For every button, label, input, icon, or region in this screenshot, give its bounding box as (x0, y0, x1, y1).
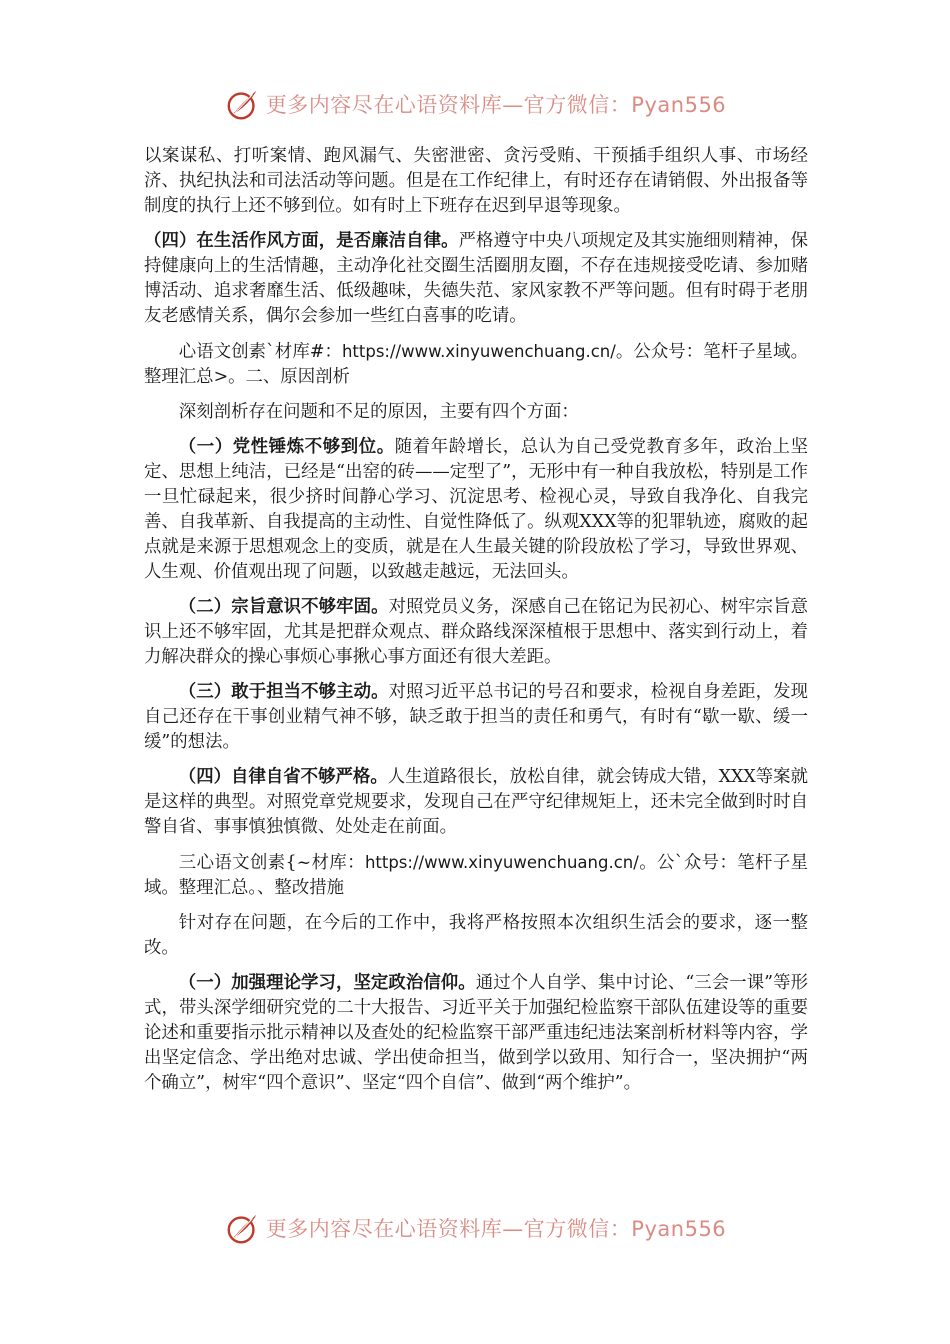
paragraph-7-body: 对照习近平总书记的号召和要求，检视自身差距，发现自己还存在干事创业精气神不够，缺乏敢于担当的责任和勇气，有时有“歇一歇、缓一缓”的想法。 (144, 682, 808, 752)
banner-text: 更多内容尽在心语资料库—官方微信：Pyan556 (265, 1217, 727, 1241)
paragraph-9-text-b: 。公`众号：笔杆子星域。整理汇总。、整改措施 (144, 853, 808, 898)
heading-purpose-awareness: （二）宗旨意识不够牢固。 (178, 597, 389, 617)
paragraph-9 (144, 850, 808, 901)
header-banner (0, 84, 950, 124)
paragraph-1: 以案谋私、打听案情、跑风漏气、失密泄密、贪污受贿、干预插手组织人事、市场经济、执纪执法和司法活动等问题。但是在工作纪律上，有时还存在请销假、外出报备等制度的执行上还不够到位。如有时上下班存在迟到早退等现象。 (144, 146, 808, 216)
heading-self-discipline: （四）自律自省不够严格。 (178, 767, 388, 787)
paragraph-8-body: 人生道路很长，放松自律，就会铸成大错，XXX等案就是这样的典型。对照党章党规要求，发现自己在严守纪律规矩上，还未完全做到时时自警自省、事事慎独慎微、处处走在前面。 (144, 767, 808, 837)
paragraph-5-body: 随着年龄增长，总认为自己受党教育多年，政治上坚定、思想上纯洁，已经是“出窑的砖——定型了”，无形中有一种自我放松，特别是工作一旦忙碌起来，很少挤时间静心学习、沉淀思考、检视心灵，导致自我净化、自我完善、自我革新、自我提高的主动性、自觉性降低了。纵观XXX等的犯罪轨迹，腐败的起点就是来源于思想观念上的变质，就是在人生最关键的阶段放松了学习，导致世界观、人生观、价值观出现了问题，以致越走越远，无法回头。 (144, 437, 808, 582)
paragraph-2 (144, 229, 808, 329)
banner-text: 更多内容尽在心语资料库—官方微信：Pyan556 (265, 93, 727, 117)
heading-responsibility: （三）敢于担当不够主动。 (178, 682, 389, 702)
paragraph-6-body: 对照党员义务，深感自己在铭记为民初心、树牢宗旨意识上还不够牢固，尤其是把群众观点、群众路线深深植根于思想中、落实到行动上，着力解决群众的操心事烦心事揪心事方面还有很大差距。 (144, 597, 808, 667)
paragraph-9-text-a: 三心语文创素{~材库： (178, 853, 365, 873)
paragraph-5 (144, 435, 808, 585)
document-body (144, 144, 808, 1096)
source-url-1: https://www.xinyuwenchuang.cn/ (341, 342, 616, 361)
paragraph-10: 针对存在问题，在今后的工作中，我将严格按照本次组织生活会的要求，逐一整改。 (144, 913, 808, 958)
paragraph-3-text-b: 。公众号：笔杆子星域。整理汇总>。二、原因剖析 (144, 342, 808, 387)
heading-party-spirit: （一）党性锤炼不够到位。 (178, 437, 395, 457)
heading-lifestyle: （四）在生活作风方面，是否廉洁自律。 (144, 231, 459, 251)
paragraph-2-body: 严格遵守中央八项规定及其实施细则精神，保持健康向上的生活情趣，主动净化社交圈生活圈朋友圈，不存在违规接受吃请、参加赌博活动、追求奢靡生活、低级趣味，失德失范、家风家教不严等问题。但有时碍于老朋友老感情关系，偶尔会参加一些红白喜事的吃请。 (144, 231, 808, 326)
paragraph-6 (144, 595, 808, 670)
paragraph-8 (144, 765, 808, 840)
paragraph-7 (144, 680, 808, 755)
paragraph-4: 深刻剖析存在问题和不足的原因，主要有四个方面： (178, 402, 579, 422)
heading-theory-study: （一）加强理论学习，坚定政治信仰。 (178, 973, 476, 993)
paragraph-11-body: 通过个人自学、集中讨论、“三会一课”等形式，带头深学细研究党的二十大报告、习近平关于加强纪检监察干部队伍建设等的重要论述和重要指示批示精神以及查处的纪检监察干部严重违纪违法案剖析材料等内容，学出坚定信念、学出绝对忠诚、学出使命担当，做到学以致用、知行合一，坚决拥护“两个确立”，树牢“四个意识”、坚定“四个自信”、做到“两个维护”。 (144, 973, 808, 1093)
feather-pen-logo-icon (224, 1209, 262, 1247)
paragraph-3 (144, 339, 808, 390)
paragraph-3-text-a: 心语文创素`材库#： (178, 342, 342, 362)
source-url-2: https://www.xinyuwenchuang.cn/ (364, 853, 639, 872)
feather-pen-logo-icon (224, 85, 262, 123)
footer-banner (0, 1208, 950, 1248)
paragraph-11 (144, 971, 808, 1096)
